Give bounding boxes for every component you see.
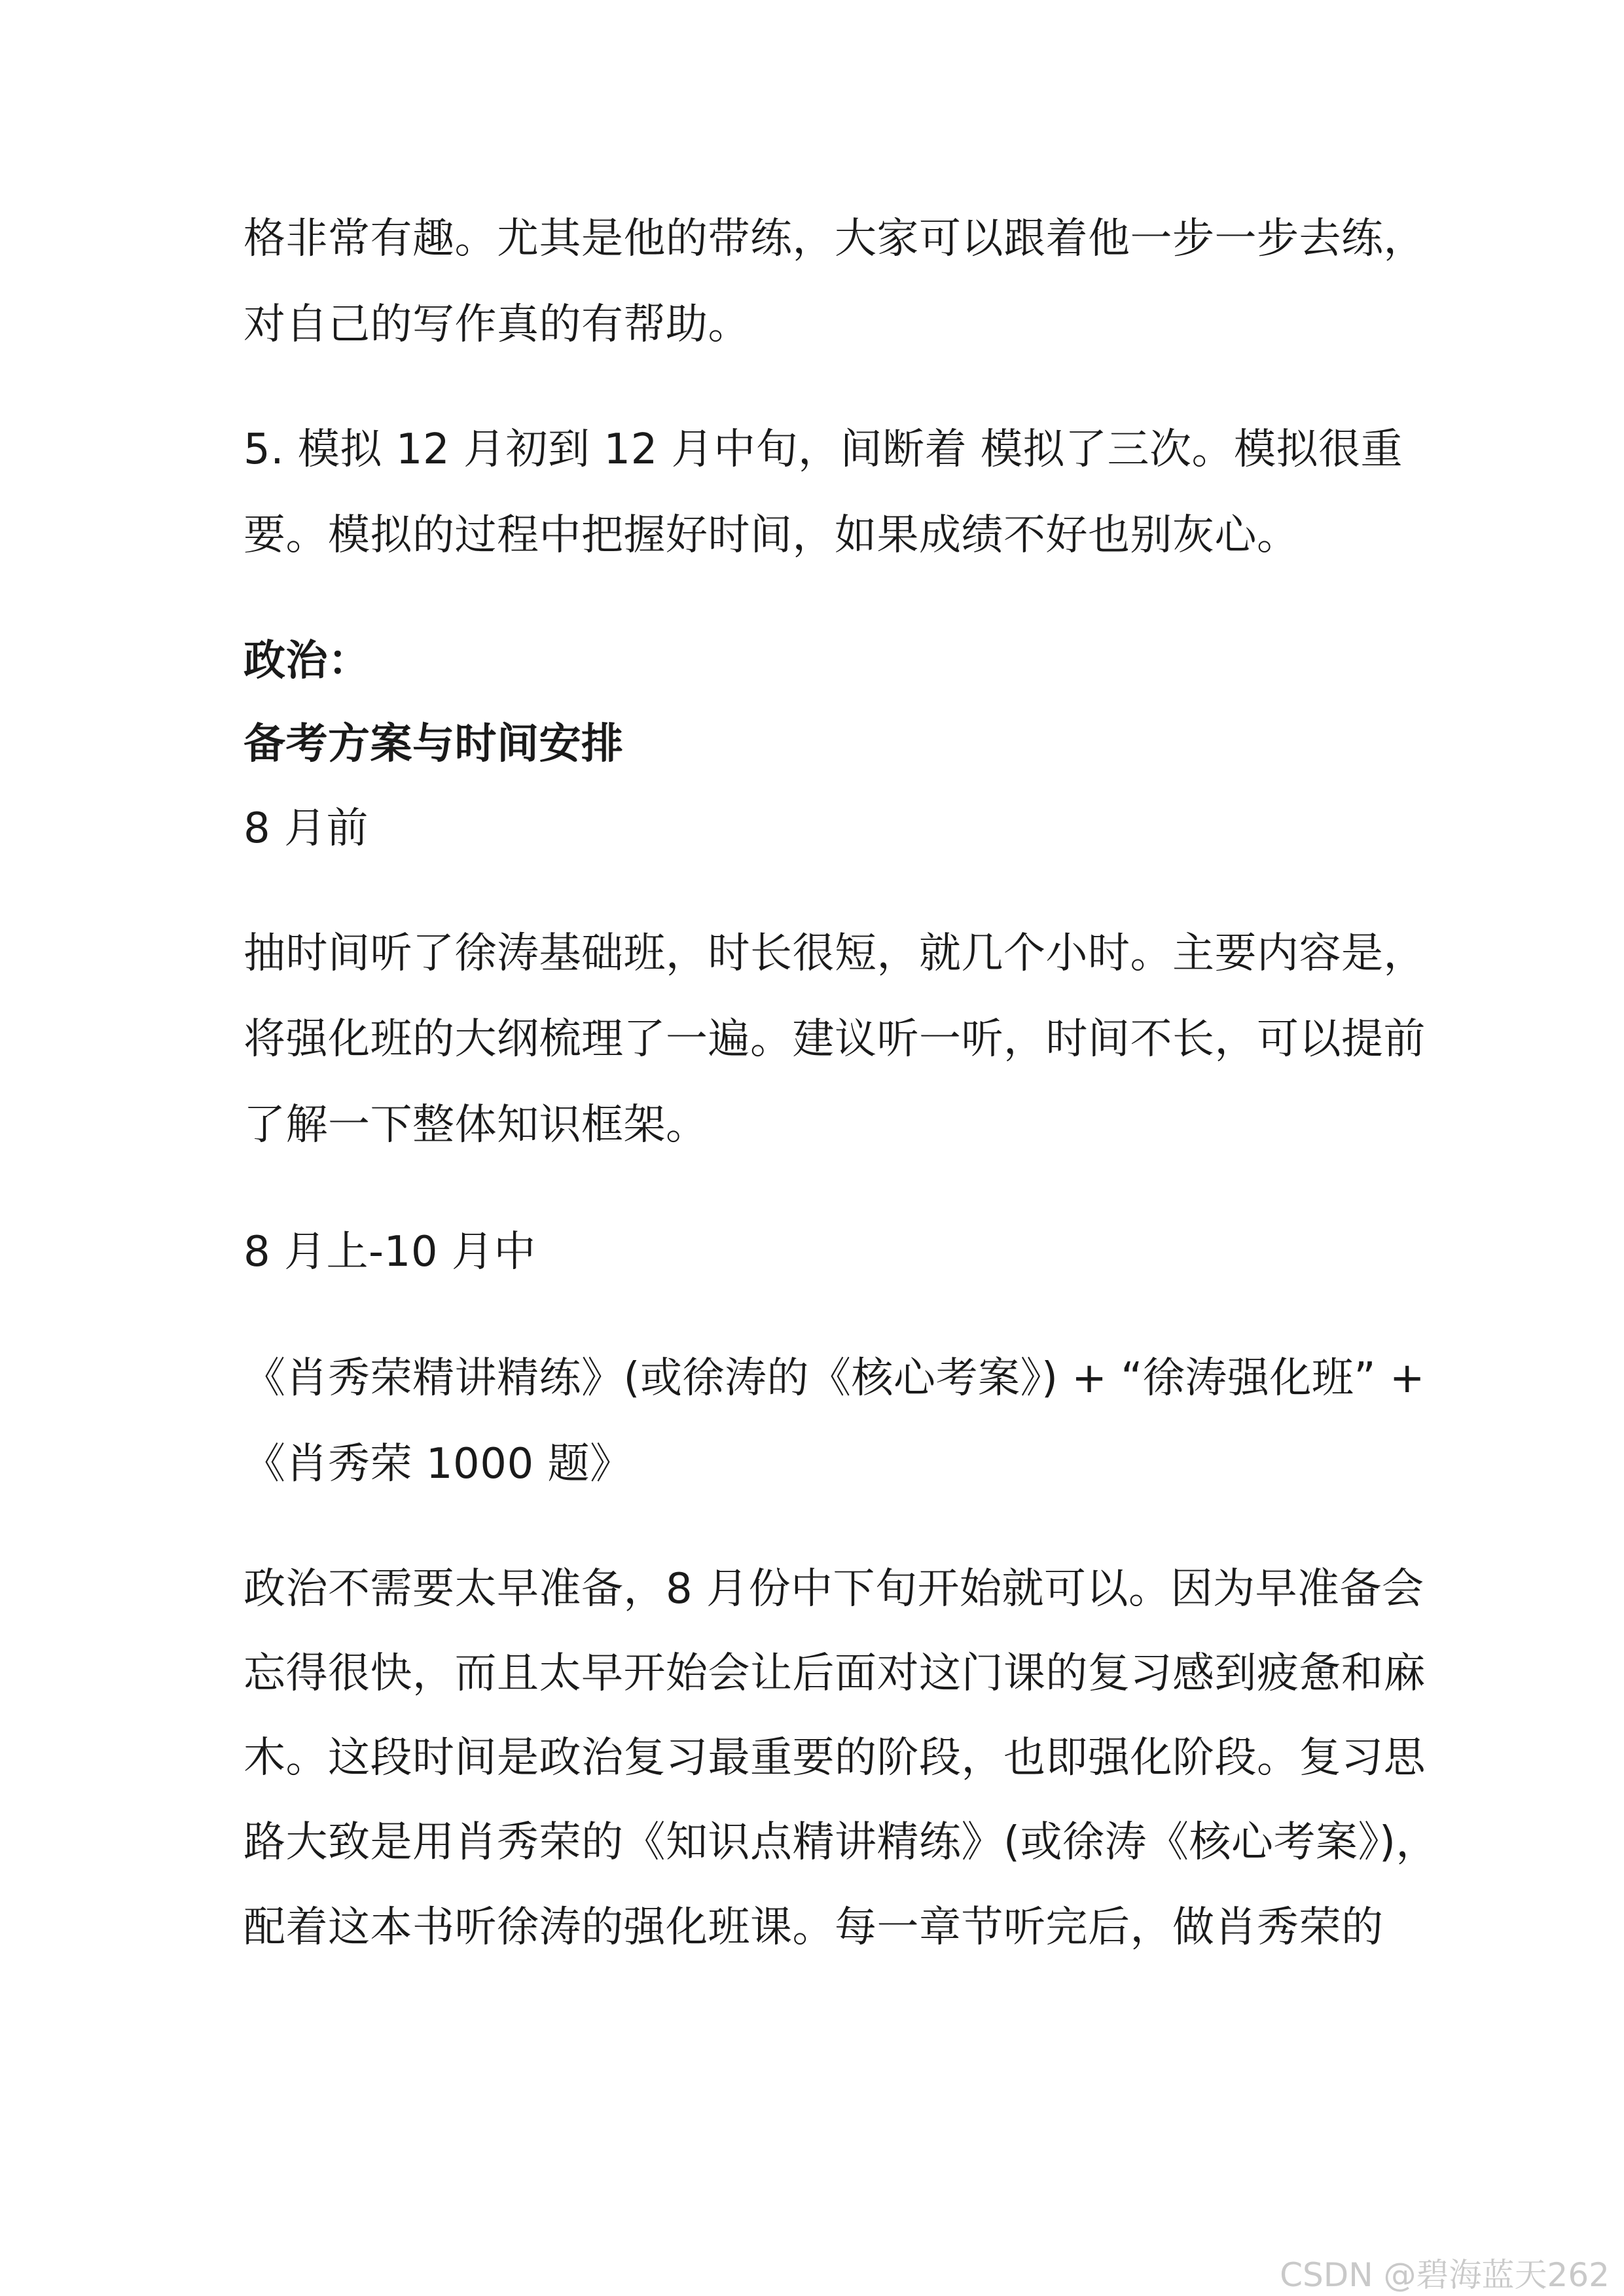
stage-2-title: 8 月上-10 月中: [244, 1228, 536, 1276]
csdn-watermark: CSDN @碧海蓝天262: [1280, 2256, 1610, 2294]
paragraph-3-line-2: 将强化班的大纲梳理了一遍。建议听一听，时间不长，可以提前: [244, 1015, 1426, 1064]
paragraph-3-line-1: 抽时间听了徐涛基础班，时长很短，就几个小时。主要内容是，: [244, 929, 1426, 978]
paragraph-3-line-3: 了解一下整体知识框架。: [244, 1101, 708, 1149]
paragraph-4-line-2: 《肖秀荣 1000 题》: [244, 1440, 632, 1488]
paragraph-5-line-3: 木。这段时间是政治复习最重要的阶段，也即强化阶段。复习思: [244, 1734, 1426, 1782]
paragraph-1-line-2: 对自己的写作真的有帮助。: [244, 300, 750, 349]
paragraph-5-line-4: 路大致是用肖秀荣的《知识点精讲精练》(或徐涛《核心考案》)，: [244, 1818, 1438, 1867]
paragraph-4-line-1: 《肖秀荣精讲精练》(或徐涛的《核心考案》) + “徐涛强化班” +: [244, 1354, 1426, 1403]
heading-plan: 备考方案与时间安排: [244, 720, 624, 768]
stage-1-title: 8 月前: [244, 804, 369, 853]
paragraph-5-line-5: 配着这本书听徐涛的强化班课。每一章节听完后，做肖秀荣的: [244, 1903, 1384, 1952]
paragraph-5-line-2: 忘得很快，而且太早开始会让后面对这门课的复习感到疲惫和麻: [244, 1649, 1426, 1698]
paragraph-5-line-1: 政治不需要太早准备，8 月份中下旬开始就可以。因为早准备会: [244, 1565, 1424, 1613]
heading-politics: 政治：: [244, 637, 370, 685]
paragraph-2-line-1: 5. 模拟 12 月初到 12 月中旬，间断着 模拟了三次。模拟很重: [244, 425, 1403, 474]
paragraph-1-line-1: 格非常有趣。尤其是他的带练，大家可以跟着他一步一步去练，: [244, 215, 1426, 263]
paragraph-2-line-2: 要。模拟的过程中把握好时间，如果成绩不好也别灰心。: [244, 511, 1299, 560]
